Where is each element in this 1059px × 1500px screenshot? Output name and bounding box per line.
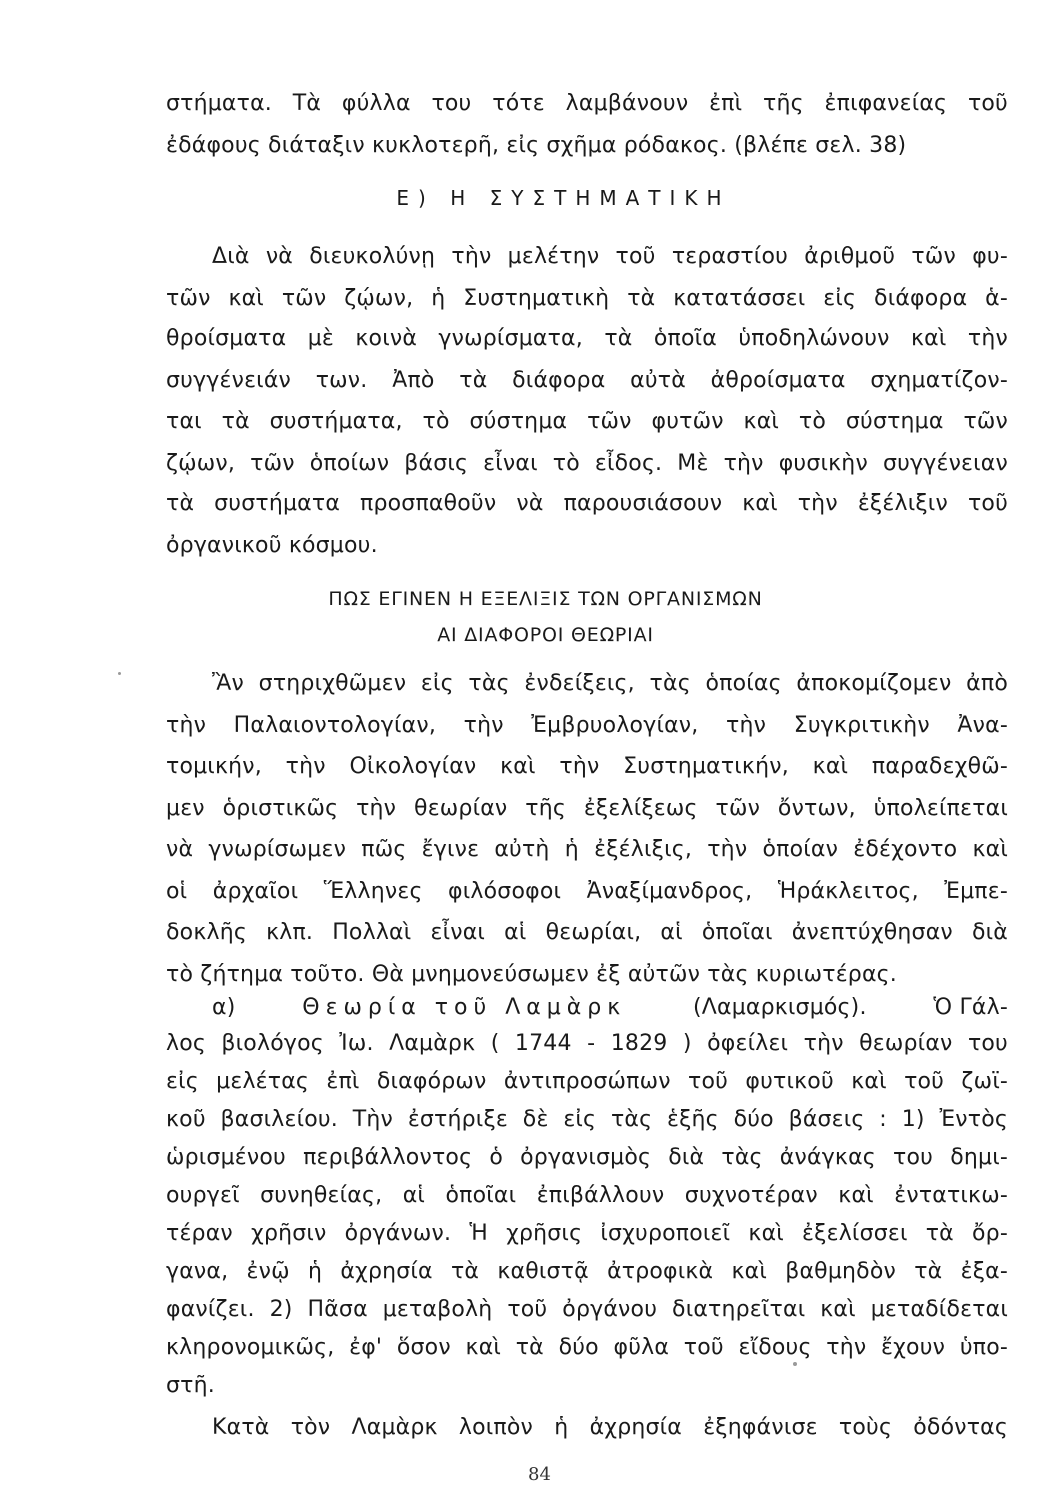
text-line: γανα, ἐνῷ ἡ ἀχρησία τὰ καθιστᾷ ἀτροφικὰ καὶ βαθμηδὸν τὰ ἐξα- [166, 1259, 1008, 1284]
text-line: ἐδάφους διάταξιν κυκλοτερῆ, εἰς σχῆμα ρόδακος. (βλέπε σελ. 38) [166, 133, 907, 158]
text-line: μεν ὁριστικῶς τὴν θεωρίαν τῆς ἐξελίξεως τῶν ὄντων, ὑπολείπεται [166, 796, 1008, 821]
text-line: κληρονομικῶς, ἐφ' ὅσον καὶ τὰ δύο φῦλα τοῦ εἴδους τὴν ἔχουν ὑπο- [166, 1335, 1008, 1360]
text-line: Διὰ νὰ διευκολύνῃ τὴν μελέτην τοῦ τεραστίου ἀριθμοῦ τῶν φυ- [212, 244, 1008, 269]
text-line: ζῴων, τῶν ὁποίων βάσις εἶναι τὸ εἶδος. Μὲ τὴν φυσικὴν συγγένειαν [166, 451, 1008, 476]
text-fragment: Ὁ Γάλ- [933, 995, 1008, 1020]
page-number: 84 [528, 1464, 551, 1485]
section-heading: Ε) Η ΣΥΣΤΗΜΑΤΙΚΗ [396, 186, 731, 210]
text-line: τὴν Παλαιοντολογίαν, τὴν Ἐμβρυολογίαν, τὴν Συγκριτικὴν Ἀνα- [166, 713, 1008, 738]
text-line: δοκλῆς κλπ. Πολλαὶ εἶναι αἱ θεωρίαι, αἱ ὁποῖαι ἀνεπτύχθησαν διὰ [166, 920, 1008, 945]
text-line: τῶν καὶ τῶν ζῴων, ἡ Συστηματικὴ τὰ κατατάσσει εἰς διάφορα ἁ- [166, 286, 1008, 311]
text-line: στῆ. [166, 1373, 215, 1398]
text-line: τέραν χρῆσιν ὀργάνων. Ἡ χρῆσις ἰσχυροποιεῖ καὶ ἐξελίσσει τὰ ὄρ- [166, 1221, 1008, 1246]
theory-subtitle: (Λαμαρκισμός). [692, 995, 867, 1020]
margin-mark [793, 1362, 797, 1366]
text-line: ὡρισμένου περιβάλλοντος ὁ ὀργανισμὸς διὰ τὰς ἀνάγκας του δημι- [166, 1145, 1008, 1170]
text-line: νὰ γνωρίσωμεν πῶς ἔγινε αὐτὴ ἡ ἐξέλιξις, τὴν ὁποίαν ἐδέχοντο καὶ [166, 837, 1008, 862]
text-line: φανίζει. 2) Πᾶσα μεταβολὴ τοῦ ὀργάνου διατηρεῖται καὶ μεταδίδεται [166, 1297, 1008, 1322]
text-line: τὰ συστήματα προσπαθοῦν νὰ παρουσιάσουν καὶ τὴν ἐξέλιξιν τοῦ [166, 491, 1008, 516]
text-line: στήματα. Τὰ φύλλα του τότε λαμβάνουν ἐπὶ τῆς ἐπιφανείας τοῦ [166, 91, 1008, 116]
text-line: οἱ ἀρχαῖοι Ἕλληνες φιλόσοφοι Ἀναξίμανδρος, Ἡράκλειτος, Ἐμπε- [166, 879, 1008, 904]
text-line: τὸ ζήτημα τοῦτο. Θὰ μνημονεύσωμεν ἐξ αὐτῶν τὰς κυριωτέρας. [166, 962, 897, 987]
margin-mark [118, 672, 121, 675]
text-line: συγγένειάν των. Ἀπὸ τὰ διάφορα αὐτὰ ἀθροίσματα σχηματίζον- [166, 368, 1008, 393]
text-line: ὀργανικοῦ κόσμου. [166, 533, 378, 558]
text-line: θροίσματα μὲ κοινὰ γνωρίσματα, τὰ ὁποῖα ὑποδηλώνουν καὶ τὴν [166, 326, 1008, 351]
theory-title-line [212, 994, 1008, 1022]
section-heading: ΠΩΣ ΕΓΙΝΕΝ Η ΕΞΕΛΙΞΙΣ ΤΩΝ ΟΡΓΑΝΙΣΜΩΝ [328, 588, 763, 610]
section-subheading: ΑΙ ΔΙΑΦΟΡΟΙ ΘΕΩΡΙΑΙ [437, 624, 654, 646]
text-line: Κατὰ τὸν Λαμὰρκ λοιπὸν ἡ ἀχρησία ἐξηφάνισε τοὺς ὀδόντας [212, 1415, 1008, 1440]
theory-label: α) [212, 995, 236, 1020]
text-line: κοῦ βασιλείου. Τὴν ἐστήριξε δὲ εἰς τὰς ἑξῆς δύο βάσεις : 1) Ἐντὸς [166, 1107, 1008, 1132]
text-line: ται τὰ συστήματα, τὸ σύστημα τῶν φυτῶν καὶ τὸ σύστημα τῶν [166, 409, 1008, 434]
theory-title: Θεωρία τοῦ Λαμὰρκ [302, 995, 627, 1020]
text-line: εἰς μελέτας ἐπὶ διαφόρων ἀντιπροσώπων τοῦ φυτικοῦ καὶ τοῦ ζωϊ- [166, 1069, 1008, 1094]
text-line: λος βιολόγος Ἰω. Λαμὰρκ ( 1744 - 1829 ) ὀφείλει τὴν θεωρίαν του [166, 1031, 1008, 1056]
text-line: ουργεῖ συνηθείας, αἱ ὁποῖαι ἐπιβάλλουν συχνοτέραν καὶ ἐντατικω- [166, 1183, 1008, 1208]
text-line: τομικήν, τὴν Οἰκολογίαν καὶ τὴν Συστηματικήν, καὶ παραδεχθῶ- [166, 754, 1008, 779]
text-line: Ἂν στηριχθῶμεν εἰς τὰς ἐνδείξεις, τὰς ὁποίας ἀποκομίζομεν ἀπὸ [212, 671, 1008, 696]
